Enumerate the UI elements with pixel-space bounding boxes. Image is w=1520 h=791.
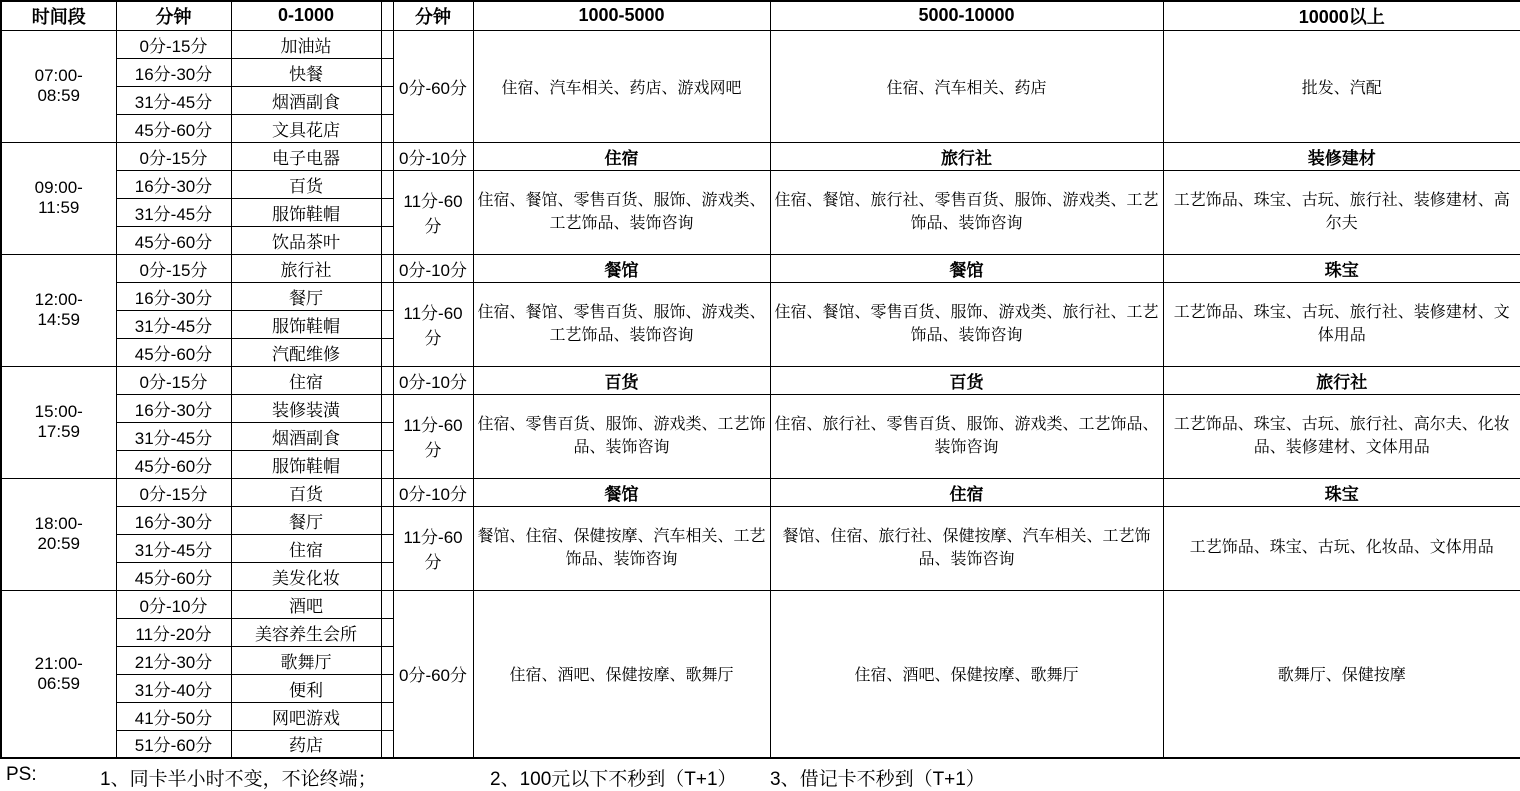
minute-range-cell: 0分-15分 xyxy=(116,254,231,282)
category-cell: 饮品茶叶 xyxy=(231,226,381,254)
minute-range-cell: 16分-30分 xyxy=(116,506,231,534)
time-line2: 14:59 xyxy=(37,310,81,329)
minute-range-cell: 0分-15分 xyxy=(116,30,231,58)
category-cell: 酒吧 xyxy=(231,590,381,618)
time-line1: 15:00- xyxy=(34,402,83,421)
gap-cell xyxy=(381,702,393,730)
minutes-cell: 11分-60分 xyxy=(393,170,473,254)
gap-cell xyxy=(381,170,393,198)
gap-cell xyxy=(381,58,393,86)
category-cell: 百货 xyxy=(231,478,381,506)
category-cell: 旅行社 xyxy=(231,254,381,282)
minutes-cell: 0分-10分 xyxy=(393,478,473,506)
note-3: 3、借记卡不秒到（T+1） xyxy=(770,769,985,790)
gap-cell xyxy=(381,310,393,338)
category-cell: 网吧游戏 xyxy=(231,702,381,730)
gap-cell xyxy=(381,478,393,506)
header-1000-5000: 1000-5000 xyxy=(473,1,770,30)
minute-range-cell: 11分-20分 xyxy=(116,618,231,646)
primary-category-cell: 装修建材 xyxy=(1163,142,1520,170)
minute-range-cell: 31分-45分 xyxy=(116,310,231,338)
table-row xyxy=(1,478,1520,506)
category-cell: 加油站 xyxy=(231,30,381,58)
merchant-list-cell: 住宿、酒吧、保健按摩、歌舞厅 xyxy=(473,590,770,758)
gap-cell xyxy=(381,618,393,646)
category-cell: 美容养生会所 xyxy=(231,618,381,646)
primary-category-cell: 旅行社 xyxy=(1163,366,1520,394)
ps-label: PS: xyxy=(6,764,37,785)
minute-range-cell: 31分-45分 xyxy=(116,198,231,226)
header-time-period: 时间段 xyxy=(1,1,116,30)
category-cell: 文具花店 xyxy=(231,114,381,142)
gap-column-header xyxy=(381,1,393,30)
table-row xyxy=(1,590,1520,618)
time-line2: 08:59 xyxy=(37,86,81,105)
primary-category-cell: 珠宝 xyxy=(1163,478,1520,506)
category-cell: 美发化妆 xyxy=(231,562,381,590)
minute-range-cell: 45分-60分 xyxy=(116,338,231,366)
time-line1: 12:00- xyxy=(34,290,83,309)
primary-category-cell: 住宿 xyxy=(770,478,1163,506)
merchant-list-cell: 住宿、餐馆、零售百货、服饰、游戏类、工艺饰品、装饰咨询 xyxy=(473,170,770,254)
primary-category-cell: 餐馆 xyxy=(473,254,770,282)
merchant-list-cell: 歌舞厅、保健按摩 xyxy=(1163,590,1520,758)
minute-range-cell: 41分-50分 xyxy=(116,702,231,730)
time-line2: 17:59 xyxy=(37,422,81,441)
minute-range-cell: 16分-30分 xyxy=(116,394,231,422)
category-cell: 餐厅 xyxy=(231,506,381,534)
gap-cell xyxy=(381,646,393,674)
time-period-cell xyxy=(1,30,116,142)
merchant-list-cell: 住宿、旅行社、零售百货、服饰、游戏类、工艺饰品、装饰咨询 xyxy=(770,394,1163,478)
time-line1: 09:00- xyxy=(34,178,83,197)
merchant-list-cell: 工艺饰品、珠宝、古玩、旅行社、高尔夫、化妆品、装修建材、文体用品 xyxy=(1163,394,1520,478)
table-row xyxy=(1,30,1520,58)
gap-cell xyxy=(381,534,393,562)
minute-range-cell: 31分-40分 xyxy=(116,674,231,702)
merchant-list-cell: 工艺饰品、珠宝、古玩、化妆品、文体用品 xyxy=(1163,506,1520,590)
category-cell: 住宿 xyxy=(231,534,381,562)
minutes-cell: 11分-60分 xyxy=(393,282,473,366)
primary-category-cell: 珠宝 xyxy=(1163,254,1520,282)
gap-cell xyxy=(381,114,393,142)
note-1: 1、同卡半小时不变，不论终端； xyxy=(100,769,377,790)
primary-category-cell: 百货 xyxy=(770,366,1163,394)
header-5000-10000: 5000-10000 xyxy=(770,1,1163,30)
gap-cell xyxy=(381,198,393,226)
minute-range-cell: 45分-60分 xyxy=(116,562,231,590)
merchant-list-cell: 住宿、酒吧、保健按摩、歌舞厅 xyxy=(770,590,1163,758)
minutes-cell: 0分-10分 xyxy=(393,254,473,282)
footer-notes xyxy=(0,759,1520,791)
merchant-list-cell: 批发、汽配 xyxy=(1163,30,1520,142)
minutes-cell: 11分-60分 xyxy=(393,506,473,590)
header-10000-plus: 10000以上 xyxy=(1163,1,1520,30)
merchant-list-cell: 住宿、餐馆、旅行社、零售百货、服饰、游戏类、工艺饰品、装饰咨询 xyxy=(770,170,1163,254)
category-cell: 百货 xyxy=(231,170,381,198)
category-cell: 烟酒副食 xyxy=(231,422,381,450)
minute-range-cell: 31分-45分 xyxy=(116,422,231,450)
category-cell: 住宿 xyxy=(231,366,381,394)
table-row xyxy=(1,506,1520,534)
gap-cell xyxy=(381,226,393,254)
minute-range-cell: 16分-30分 xyxy=(116,58,231,86)
header-minutes-left: 分钟 xyxy=(116,1,231,30)
category-cell: 电子电器 xyxy=(231,142,381,170)
minute-range-cell: 45分-60分 xyxy=(116,226,231,254)
gap-cell xyxy=(381,366,393,394)
time-line1: 21:00- xyxy=(34,653,83,673)
category-cell: 服饰鞋帽 xyxy=(231,450,381,478)
time-line2: 06:59 xyxy=(37,673,81,693)
gap-cell xyxy=(381,86,393,114)
category-cell: 服饰鞋帽 xyxy=(231,310,381,338)
gap-cell xyxy=(381,30,393,58)
time-line1: 18:00- xyxy=(34,514,83,533)
minute-range-cell: 0分-10分 xyxy=(116,590,231,618)
minutes-cell: 0分-10分 xyxy=(393,366,473,394)
merchant-list-cell: 住宿、零售百货、服饰、游戏类、工艺饰品、装饰咨询 xyxy=(473,394,770,478)
minute-range-cell: 31分-45分 xyxy=(116,534,231,562)
merchant-list-cell: 住宿、汽车相关、药店、游戏网吧 xyxy=(473,30,770,142)
category-cell: 烟酒副食 xyxy=(231,86,381,114)
gap-cell xyxy=(381,590,393,618)
gap-cell xyxy=(381,142,393,170)
merchant-list-cell: 餐馆、住宿、旅行社、保健按摩、汽车相关、工艺饰品、装饰咨询 xyxy=(770,506,1163,590)
primary-category-cell: 百货 xyxy=(473,366,770,394)
time-period-cell xyxy=(1,142,116,254)
header-row xyxy=(1,1,1520,30)
merchant-list-cell: 住宿、餐馆、零售百货、服饰、游戏类、工艺饰品、装饰咨询 xyxy=(473,282,770,366)
merchant-list-cell: 住宿、餐馆、零售百货、服饰、游戏类、旅行社、工艺饰品、装饰咨询 xyxy=(770,282,1163,366)
table-row xyxy=(1,366,1520,394)
note-2: 2、100元以下不秒到（T+1） xyxy=(490,769,737,790)
minute-range-cell: 0分-15分 xyxy=(116,142,231,170)
gap-cell xyxy=(381,282,393,310)
gap-cell xyxy=(381,450,393,478)
minutes-cell: 0分-10分 xyxy=(393,142,473,170)
minute-range-cell: 16分-30分 xyxy=(116,282,231,310)
category-cell: 快餐 xyxy=(231,58,381,86)
time-period-cell xyxy=(1,366,116,478)
category-cell: 装修装潢 xyxy=(231,394,381,422)
gap-cell xyxy=(381,338,393,366)
minute-range-cell: 45分-60分 xyxy=(116,114,231,142)
minute-range-cell: 21分-30分 xyxy=(116,646,231,674)
time-line2: 11:59 xyxy=(38,198,80,217)
merchant-list-cell: 住宿、汽车相关、药店 xyxy=(770,30,1163,142)
header-minutes-right: 分钟 xyxy=(393,1,473,30)
minute-range-cell: 31分-45分 xyxy=(116,86,231,114)
minute-range-cell: 51分-60分 xyxy=(116,730,231,758)
minute-range-cell: 0分-15分 xyxy=(116,478,231,506)
header-0-1000: 0-1000 xyxy=(231,1,381,30)
gap-cell xyxy=(381,562,393,590)
category-cell: 汽配维修 xyxy=(231,338,381,366)
category-cell: 服饰鞋帽 xyxy=(231,198,381,226)
merchant-list-cell: 工艺饰品、珠宝、古玩、旅行社、装修建材、文体用品 xyxy=(1163,282,1520,366)
time-period-cell xyxy=(1,478,116,590)
gap-cell xyxy=(381,674,393,702)
table-row xyxy=(1,170,1520,198)
gap-cell xyxy=(381,394,393,422)
table-row xyxy=(1,394,1520,422)
table-row xyxy=(1,254,1520,282)
primary-category-cell: 餐馆 xyxy=(473,478,770,506)
minutes-cell: 11分-60分 xyxy=(393,394,473,478)
category-cell: 药店 xyxy=(231,730,381,758)
minute-range-cell: 45分-60分 xyxy=(116,450,231,478)
minute-range-cell: 16分-30分 xyxy=(116,170,231,198)
gap-cell xyxy=(381,422,393,450)
gap-cell xyxy=(381,254,393,282)
primary-category-cell: 旅行社 xyxy=(770,142,1163,170)
minutes-cell: 0分-60分 xyxy=(393,30,473,142)
minutes-cell: 0分-60分 xyxy=(393,590,473,758)
time-period-cell xyxy=(1,254,116,366)
gap-cell xyxy=(381,730,393,758)
table-row xyxy=(1,142,1520,170)
primary-category-cell: 餐馆 xyxy=(770,254,1163,282)
category-cell: 便利 xyxy=(231,674,381,702)
time-line1: 07:00- xyxy=(34,66,83,85)
time-line2: 20:59 xyxy=(37,534,81,553)
merchant-list-cell: 工艺饰品、珠宝、古玩、旅行社、装修建材、高尔夫 xyxy=(1163,170,1520,254)
time-period-cell xyxy=(1,590,116,758)
category-cell: 歌舞厅 xyxy=(231,646,381,674)
category-cell: 餐厅 xyxy=(231,282,381,310)
minute-range-cell: 0分-15分 xyxy=(116,366,231,394)
merchant-list-cell: 餐馆、住宿、保健按摩、汽车相关、工艺饰品、装饰咨询 xyxy=(473,506,770,590)
gap-cell xyxy=(381,506,393,534)
table-row xyxy=(1,282,1520,310)
primary-category-cell: 住宿 xyxy=(473,142,770,170)
